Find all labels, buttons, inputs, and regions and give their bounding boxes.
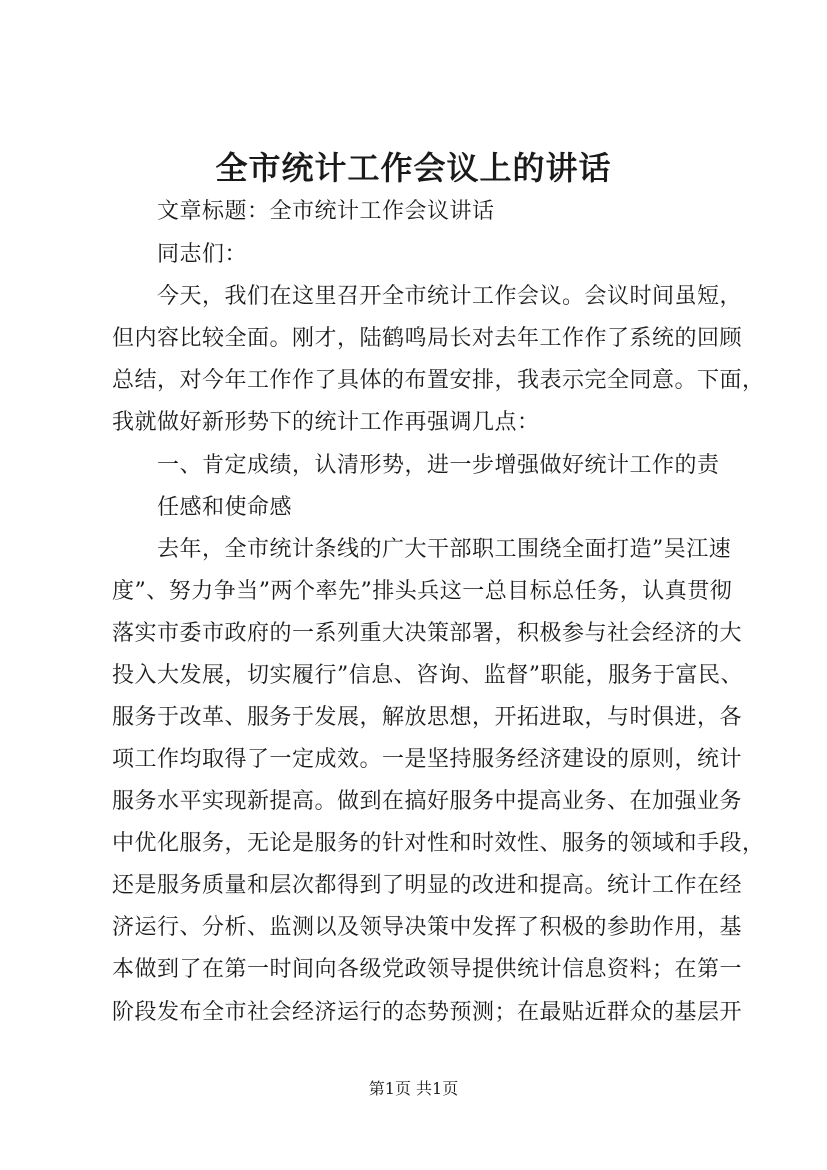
section-heading-line: 任感和使命感 bbox=[157, 495, 293, 520]
section-heading-line: 一、肯定成绩，认清形势，进一步增强做好统计工作的责 bbox=[157, 453, 720, 478]
text-line: 去年，全市统计条线的广大干部职工围绕全面打造”吴江速 bbox=[157, 537, 732, 562]
document-title: 全市统计工作会议上的讲话 bbox=[215, 149, 612, 187]
text-line: 我就做好新形势下的统计工作再强调几点： bbox=[112, 410, 540, 435]
text-line: 文章标题：全市统计工作会议讲话 bbox=[157, 199, 495, 224]
text-line: 今天，我们在这里召开全市统计工作会议。会议时间虽短， bbox=[157, 284, 743, 309]
text-line: 项工作均取得了一定成效。一是坚持服务经济建设的原则，统计 bbox=[112, 747, 743, 772]
text-line: 服务于改革、服务于发展，解放思想，开拓进取，与时俱进，各 bbox=[112, 705, 743, 730]
text-line: 但内容比较全面。刚才，陆鹤鸣局长对去年工作作了系统的回顾 bbox=[112, 326, 743, 351]
text-line: 中优化服务，无论是服务的针对性和时效性、服务的领域和手段， bbox=[112, 831, 765, 856]
text-line: 落实市委市政府的一系列重大决策部署，积极参与社会经济的大 bbox=[112, 621, 743, 646]
text-line: 同志们： bbox=[157, 242, 248, 267]
text-line: 本做到了在第一时间向各级党政领导提供统计信息资料；在第一 bbox=[112, 957, 743, 982]
text-line: 还是服务质量和层次都得到了明显的改进和提高。统计工作在经 bbox=[112, 873, 743, 898]
text-line: 总结，对今年工作作了具体的布置安排，我表示完全同意。下面， bbox=[112, 368, 765, 393]
text-line: 服务水平实现新提高。做到在搞好服务中提高业务、在加强业务 bbox=[112, 789, 743, 814]
text-line: 阶段发布全市社会经济运行的态势预测；在最贴近群众的基层开 bbox=[112, 1000, 743, 1025]
page-number-footer: 第1页 共1页 bbox=[368, 1079, 459, 1098]
text-line: 济运行、分析、监测以及领导决策中发挥了积极的参助作用，基 bbox=[112, 915, 743, 940]
text-line: 度”、努力争当”两个率先”排头兵这一总目标总任务，认真贯彻 bbox=[112, 579, 733, 604]
text-line: 投入大发展，切实履行”信息、咨询、监督”职能，服务于富民、 bbox=[112, 663, 743, 688]
